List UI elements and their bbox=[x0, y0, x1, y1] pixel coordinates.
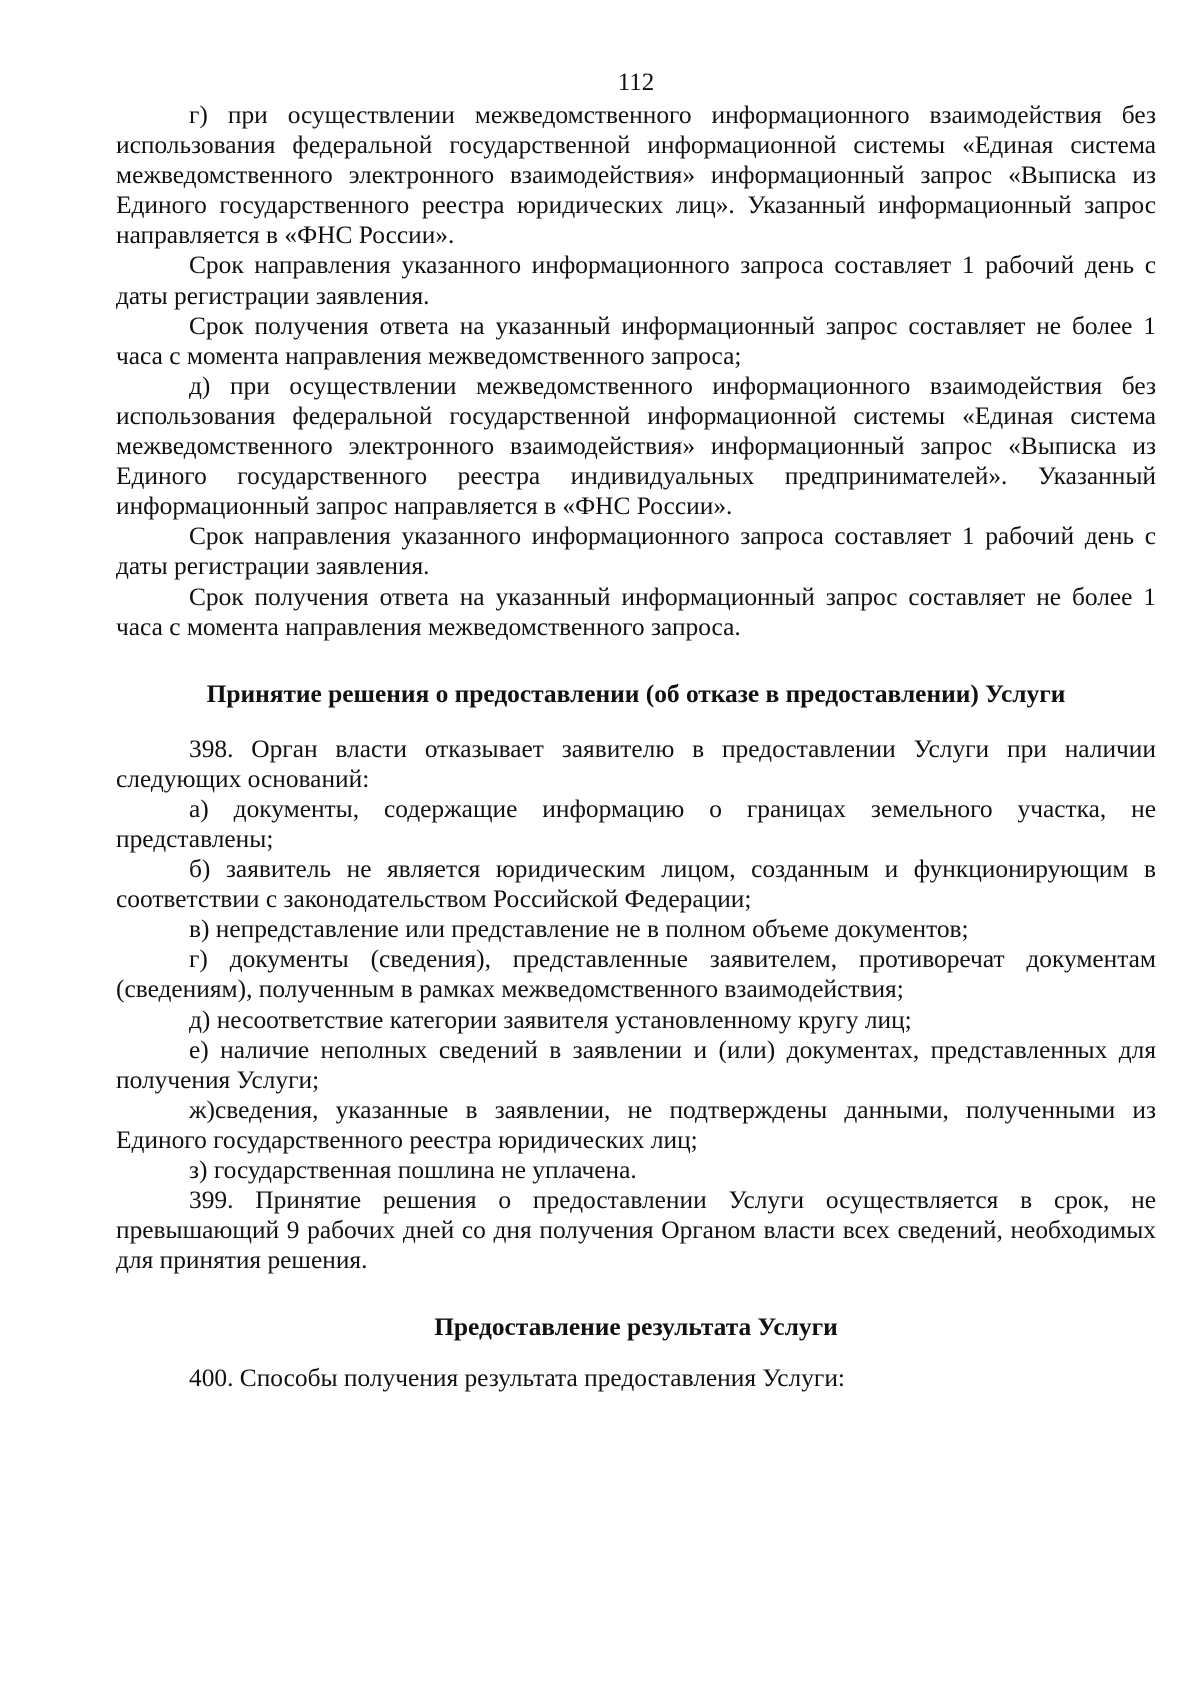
paragraph-398-d: д) несоответствие категории заявителя установленному кругу лиц; bbox=[189, 1005, 912, 1034]
paragraph-398-v: в) непредставление или представление не в полном объеме документов; bbox=[189, 915, 969, 944]
paragraph-response-deadline: Срок получения ответа на указанный информационный запрос составляет не более 1 часа с момента направления межведомственного запроса; bbox=[116, 311, 1156, 370]
page-number: 112 bbox=[617, 69, 655, 96]
paragraph-398-b: б) заявитель не является юридическим лицом, созданным и функционирующим в соответствии с законодательством Российской Федерации; bbox=[116, 855, 1156, 914]
paragraph-398-g: г) документы (сведения), представленные заявителем, противоречат документам (сведениям), полученным в рамках межведомственного взаимодействия; bbox=[116, 945, 1156, 1004]
paragraph-398-a: а) документы, содержащие информацию о границах земельного участка, не представлены; bbox=[116, 794, 1156, 853]
document-page bbox=[116, 68, 1156, 1393]
paragraph-398-zh: ж)сведения, указанные в заявлении, не подтверждены данными, полученными из Единого государственного реестра юридических лиц; bbox=[116, 1095, 1156, 1154]
section-heading-decision: Принятие решения о предоставлении (об отказе в предоставлении) Услуги bbox=[206, 679, 1066, 708]
section-heading-result: Предоставление результата Услуги bbox=[434, 1313, 838, 1342]
paragraph-398: 398. Орган власти отказывает заявителю в предоставлении Услуги при наличии следующих оснований: bbox=[116, 734, 1156, 793]
paragraph-response-deadline-2: Срок получения ответа на указанный информационный запрос составляет не более 1 часа с момента направления межведомственного запроса. bbox=[116, 582, 1156, 641]
paragraph-398-e: е) наличие неполных сведений в заявлении и (или) документах, представленных для получения Услуги; bbox=[116, 1035, 1156, 1094]
paragraph-request-deadline: Срок направления указанного информационного запроса составляет 1 рабочий день с даты регистрации заявления. bbox=[116, 251, 1156, 310]
paragraph-g-fns-legal-entities: г) при осуществлении межведомственного информационного взаимодействия без использования федеральной государственной информационной системы «Единая система межведомственного электронного взаимодействия» информационный запрос «Выписка из Единого государственного реестра юридических лиц». Указанный информационный запрос направляется в «ФНС России». bbox=[116, 101, 1156, 250]
paragraph-399: 399. Принятие решения о предоставлении Услуги осуществляется в срок, не превышающий 9 рабочих дней со дня получения Органом власти всех сведений, необходимых для принятия решения. bbox=[116, 1186, 1156, 1275]
paragraph-400: 400. Способы получения результата предоставления Услуги: bbox=[189, 1364, 845, 1393]
paragraph-d-fns-entrepreneurs: д) при осуществлении межведомственного информационного взаимодействия без использования федеральной государственной информационной системы «Единая система межведомственного электронного взаимодействия» информационный запрос «Выписка из Единого государственного реестра индивидуальных предпринимателей». Указанный информационный запрос направляется в «ФНС России». bbox=[116, 371, 1156, 521]
paragraph-request-deadline-2: Срок направления указанного информационного запроса составляет 1 рабочий день с даты регистрации заявления. bbox=[116, 522, 1156, 581]
paragraph-398-z: з) государственная пошлина не уплачена. bbox=[189, 1156, 637, 1184]
